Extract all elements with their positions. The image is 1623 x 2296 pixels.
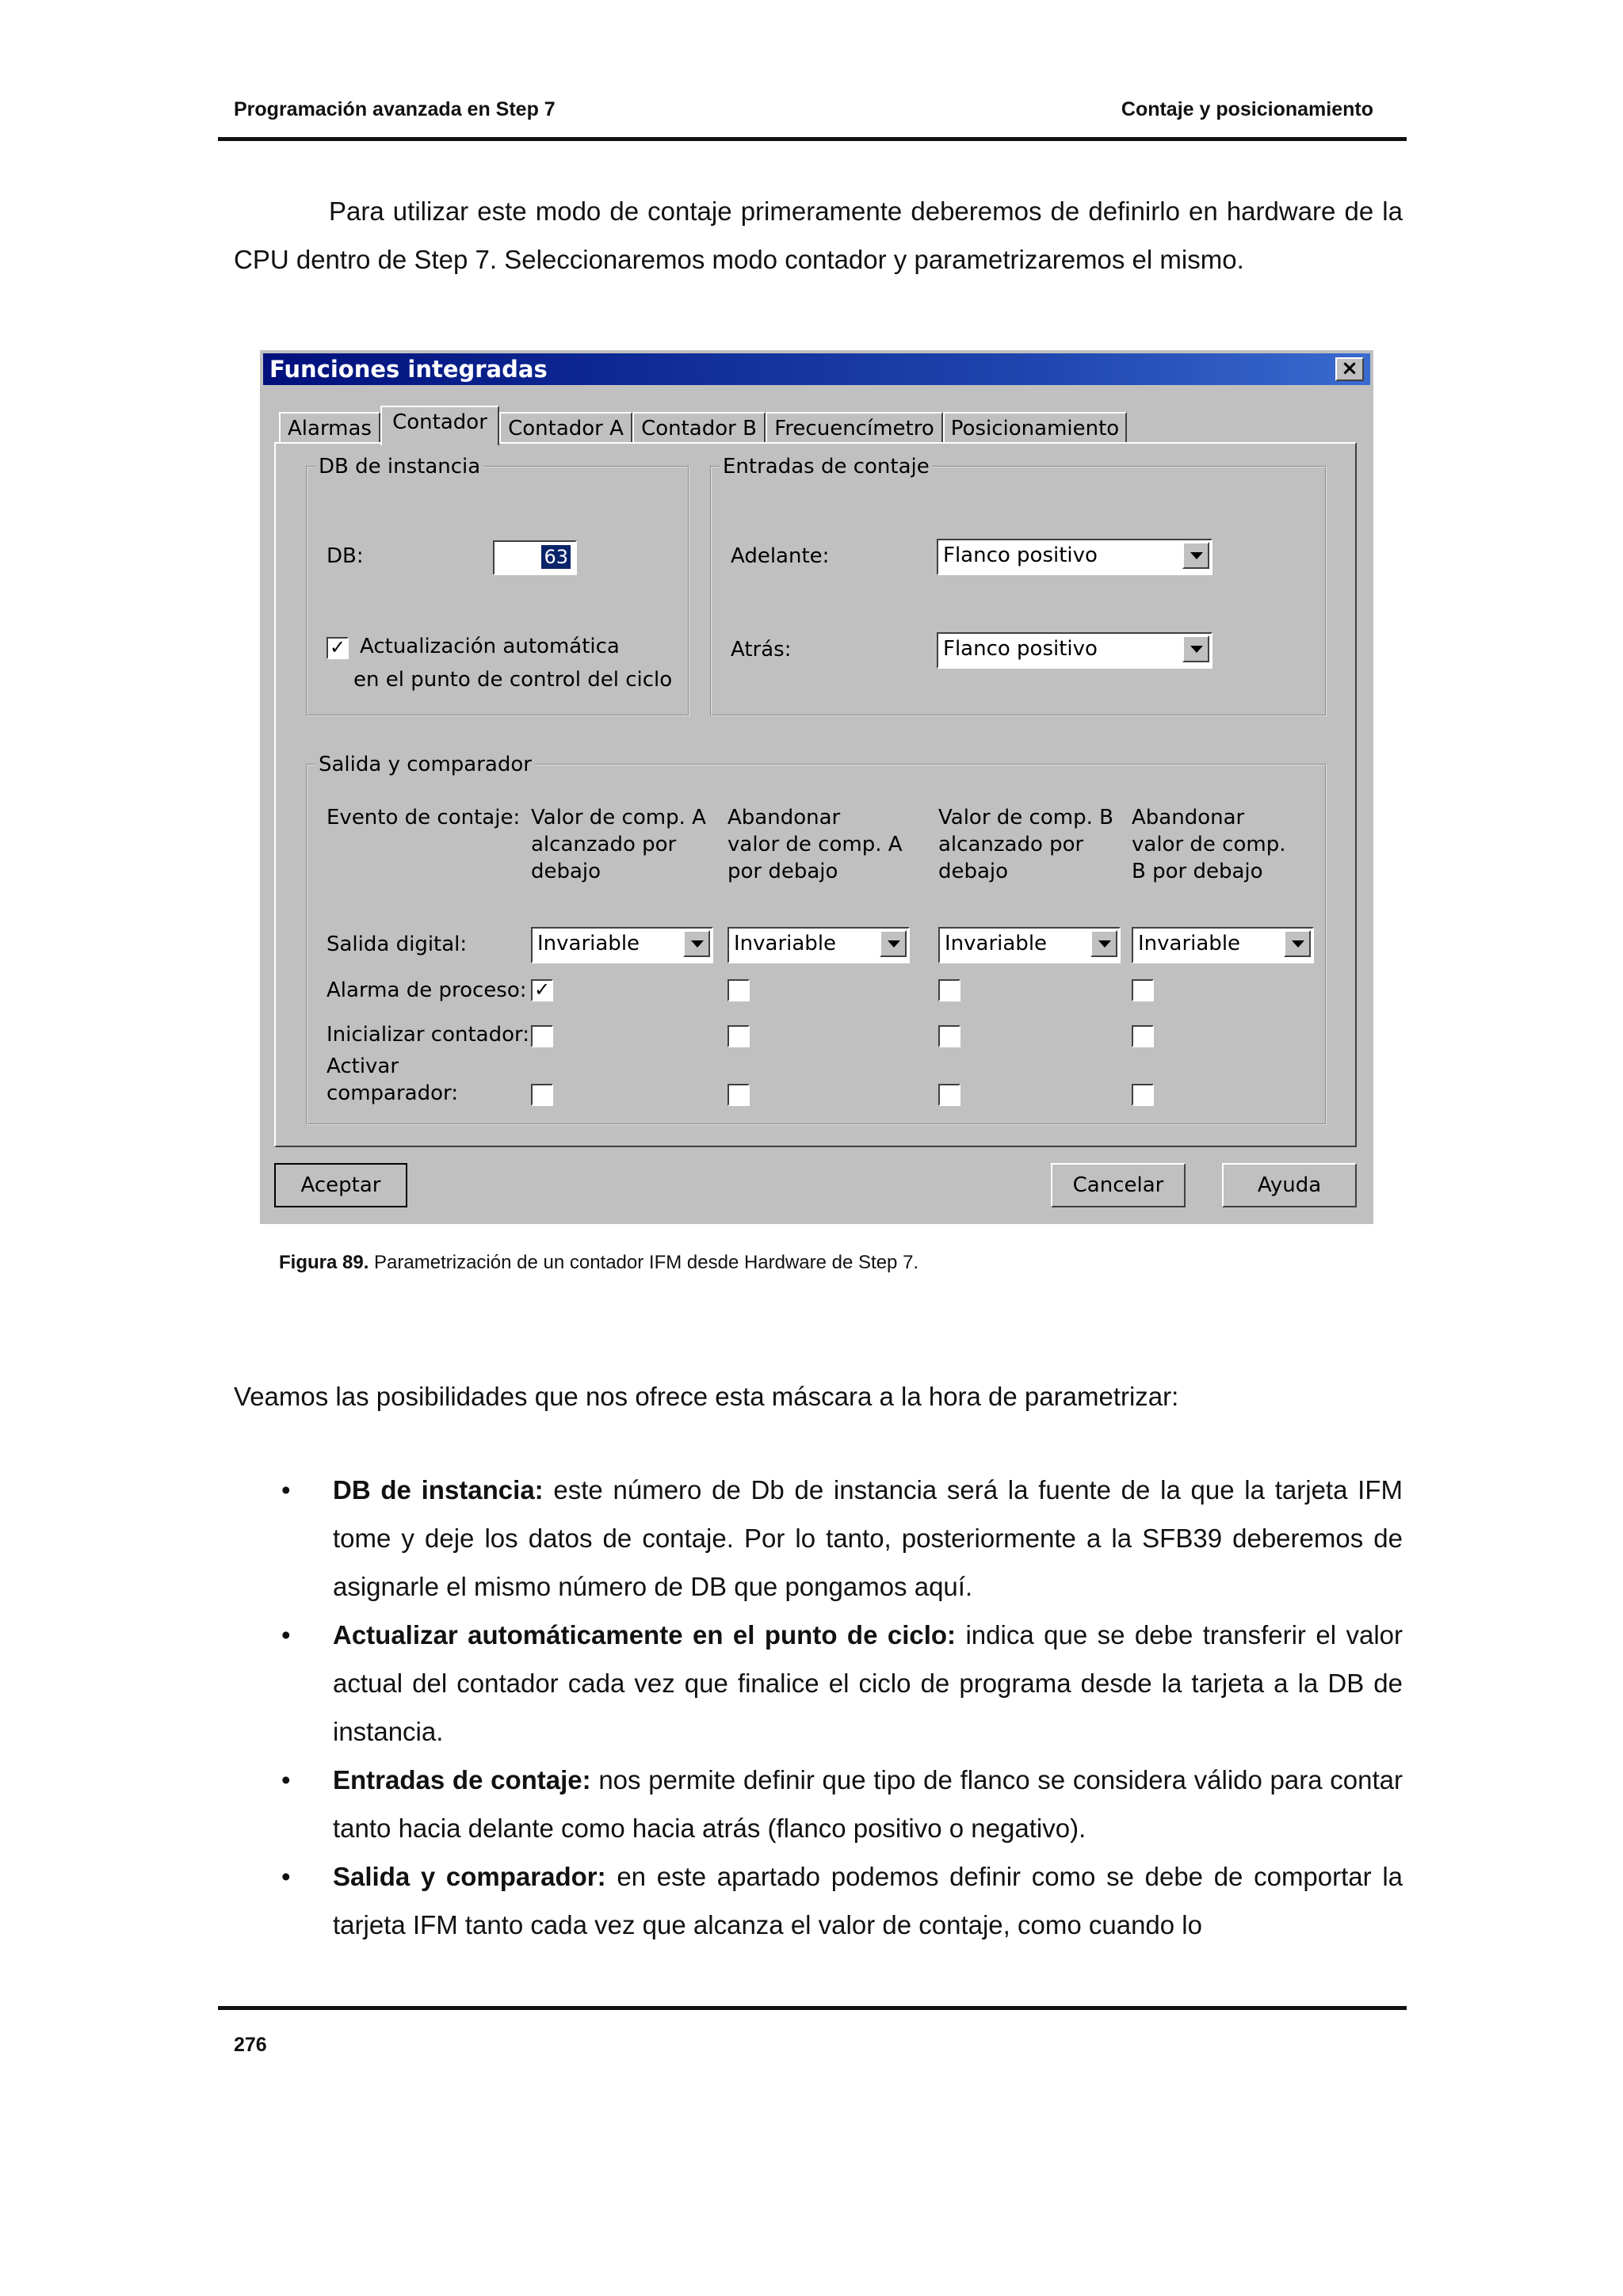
db-number-value: 63 xyxy=(541,545,571,569)
output-comparator-legend: Salida y comparador xyxy=(319,753,532,776)
forward-label: Adelante: xyxy=(731,544,830,568)
chevron-down-icon[interactable] xyxy=(1090,930,1117,957)
tab-posicionamiento[interactable]: Posicionamiento xyxy=(943,412,1127,444)
intro-text: Para utilizar este modo de contaje primeramente deberemos de definirlo en hardware de la CPU dentro de Step 7. Seleccionaremos modo contador y parametrizaremos el mismo. xyxy=(234,196,1403,274)
init-counter-checkbox-4[interactable] xyxy=(1132,1025,1154,1047)
help-button[interactable]: Ayuda xyxy=(1222,1163,1357,1207)
cancel-button[interactable]: Cancelar xyxy=(1051,1163,1186,1207)
auto-update-label-line2: en el punto de control del ciclo xyxy=(353,668,673,692)
event-label: Evento de contaje: xyxy=(327,806,521,830)
digital-output-label: Salida digital: xyxy=(327,933,468,956)
list-item xyxy=(234,1466,1403,1611)
process-alarm-checkbox-4[interactable] xyxy=(1132,979,1154,1001)
count-inputs-legend: Entradas de contaje xyxy=(723,455,930,479)
activate-comparator-checkbox-1[interactable] xyxy=(531,1084,553,1106)
process-alarm-checkbox-3[interactable] xyxy=(938,979,960,1001)
activate-comparator-checkbox-2[interactable] xyxy=(727,1084,750,1106)
init-counter-label: Inicializar contador: xyxy=(327,1023,530,1047)
bullet-term: Salida y comparador: xyxy=(333,1862,606,1891)
db-number-input[interactable] xyxy=(493,540,577,575)
bullet-text: nos permite definir que tipo de flanco se considera válido para contar tanto hacia delante como hacia atrás (flanco positivo o negativo). xyxy=(333,1765,1403,1843)
event-col3-line3: debajo xyxy=(938,860,1009,883)
tab-contador[interactable]: Contador xyxy=(380,406,499,445)
tab-alarmas[interactable]: Alarmas xyxy=(279,412,380,444)
chevron-down-icon[interactable] xyxy=(880,930,907,957)
digital-output-value-2: Invariable xyxy=(734,932,837,955)
header-rule xyxy=(218,137,1407,141)
backward-label: Atrás: xyxy=(731,638,792,662)
event-col4-line2: valor de comp. xyxy=(1132,833,1286,856)
activate-comparator-label-line2: comparador: xyxy=(327,1081,458,1105)
bullet-list xyxy=(234,1466,1403,1949)
chevron-down-icon[interactable] xyxy=(683,930,710,957)
count-inputs-group xyxy=(710,455,1327,716)
figure-caption-text: Parametrización de un contador IFM desde Hardware de Step 7. xyxy=(369,1252,919,1273)
process-alarm-checkbox-1[interactable]: ✓ xyxy=(531,979,553,1001)
activate-comparator-checkbox-4[interactable] xyxy=(1132,1084,1154,1106)
backward-select[interactable] xyxy=(937,632,1212,669)
accept-button[interactable]: Aceptar xyxy=(274,1163,407,1207)
bullet-term: DB de instancia: xyxy=(333,1475,544,1505)
process-alarm-checkbox-2[interactable] xyxy=(727,979,750,1001)
dialog-title: Funciones integradas xyxy=(269,356,548,383)
digital-output-select-4[interactable] xyxy=(1132,927,1314,963)
init-counter-checkbox-1[interactable] xyxy=(531,1025,553,1047)
digital-output-value-1: Invariable xyxy=(537,932,640,955)
event-col3-line1: Valor de comp. B xyxy=(938,806,1113,830)
digital-output-select-2[interactable] xyxy=(727,927,910,963)
forward-select-value: Flanco positivo xyxy=(943,543,1098,567)
lead-paragraph: Veamos las posibilidades que nos ofrece esta máscara a la hora de parametrizar: xyxy=(234,1382,1179,1411)
bullet-term: Entradas de contaje: xyxy=(333,1765,591,1794)
figure-caption-label: Figura 89. xyxy=(279,1252,369,1273)
init-counter-checkbox-3[interactable] xyxy=(938,1025,960,1047)
list-item xyxy=(234,1611,1403,1756)
event-col2-line1: Abandonar xyxy=(727,806,841,830)
process-alarm-label: Alarma de proceso: xyxy=(327,978,527,1002)
digital-output-select-1[interactable] xyxy=(531,927,713,963)
activate-comparator-checkbox-3[interactable] xyxy=(938,1084,960,1106)
activate-comparator-label-line1: Activar xyxy=(327,1055,399,1078)
list-item xyxy=(234,1756,1403,1852)
bullet-text: en este apartado podemos definir como se debe de comportar la tarjeta IFM tanto cada vez que alcanza el valor de contaje, como cuando lo xyxy=(333,1862,1403,1939)
tab-contador-a[interactable]: Contador A xyxy=(499,412,632,444)
running-header-right: Contaje y posicionamiento xyxy=(1121,98,1373,120)
digital-output-value-4: Invariable xyxy=(1138,932,1241,955)
db-instance-legend: DB de instancia xyxy=(319,455,481,479)
page-number: 276 xyxy=(234,2034,267,2056)
event-col3-line2: alcanzado por xyxy=(938,833,1084,856)
tab-frecuencimetro[interactable]: Frecuencímetro xyxy=(766,412,943,444)
digital-output-select-3[interactable] xyxy=(938,927,1121,963)
event-col1-line2: alcanzado por xyxy=(531,833,677,856)
bullet-text: este número de Db de instancia será la fuente de la que la tarjeta IFM tome y deje los datos de contaje. Por lo tanto, posteriormente a la SFB39 deberemos de asignarle el mismo número de DB que pongamos aquí. xyxy=(333,1475,1403,1601)
event-col2-line2: valor de comp. A xyxy=(727,833,903,856)
chevron-down-icon[interactable] xyxy=(1182,635,1209,662)
forward-select[interactable] xyxy=(937,539,1212,575)
bullet-text: indica que se debe transferir el valor actual del contador cada vez que finalice el ciclo de programa desde la tarjeta a la DB de instancia. xyxy=(333,1620,1403,1746)
event-col4-line3: B por debajo xyxy=(1132,860,1263,883)
backward-select-value: Flanco positivo xyxy=(943,637,1098,661)
tab-contador-b[interactable]: Contador B xyxy=(632,412,766,444)
intro-paragraph xyxy=(234,187,1403,284)
footer-rule xyxy=(218,2006,1407,2010)
dialog-titlebar xyxy=(263,353,1370,385)
running-header-left: Programación avanzada en Step 7 xyxy=(234,98,556,120)
db-label: DB: xyxy=(327,544,364,568)
event-col1-line1: Valor de comp. A xyxy=(531,806,706,830)
close-icon[interactable]: × xyxy=(1335,357,1364,381)
init-counter-checkbox-2[interactable] xyxy=(727,1025,750,1047)
digital-output-value-3: Invariable xyxy=(945,932,1048,955)
event-col2-line3: por debajo xyxy=(727,860,838,883)
figure-caption xyxy=(279,1252,918,1274)
functions-dialog xyxy=(260,350,1373,1224)
bullet-term: Actualizar automáticamente en el punto de ciclo: xyxy=(333,1620,957,1650)
list-item xyxy=(234,1852,1403,1949)
chevron-down-icon[interactable] xyxy=(1284,930,1311,957)
auto-update-label-line1: Actualización automática xyxy=(360,635,620,658)
auto-update-checkbox[interactable]: ✓ xyxy=(327,637,349,659)
event-col4-line1: Abandonar xyxy=(1132,806,1245,830)
chevron-down-icon[interactable] xyxy=(1182,542,1209,569)
event-col1-line3: debajo xyxy=(531,860,601,883)
tab-panel xyxy=(274,442,1357,1147)
